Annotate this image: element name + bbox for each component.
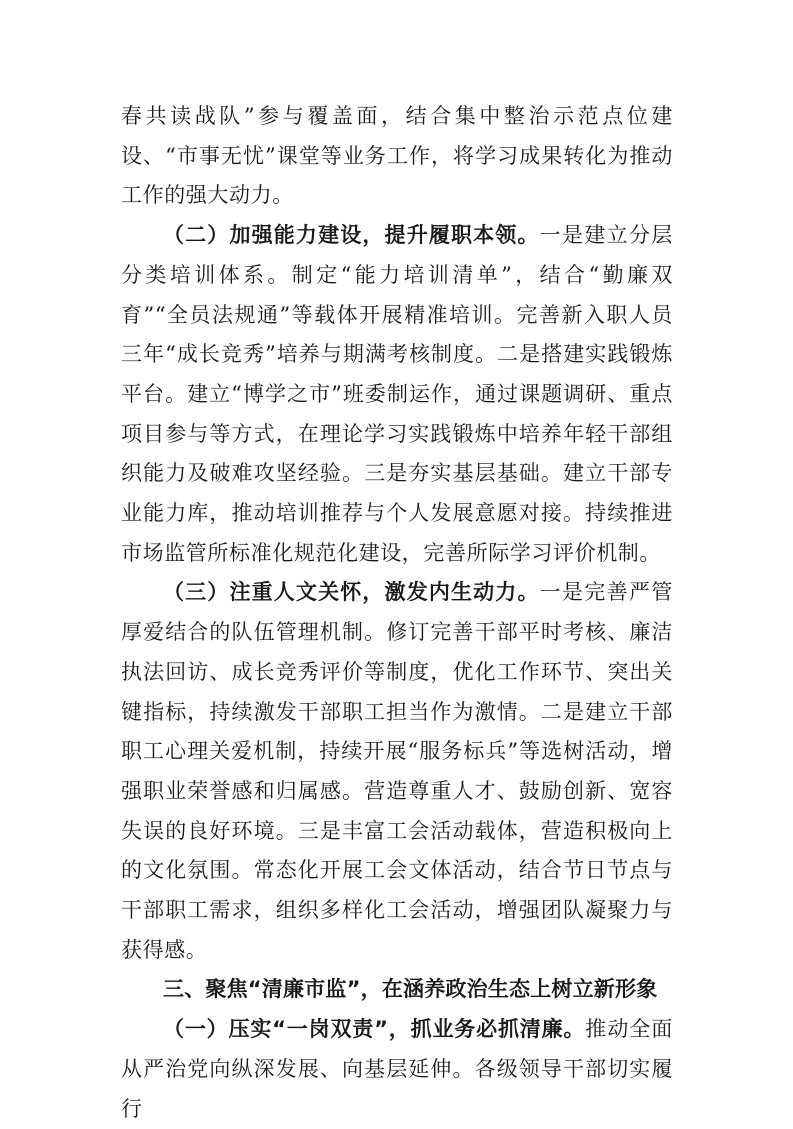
paragraph-humanistic-care-text: 一是完善严管厚爱结合的队伍管理机制。修订完善干部平时考核、廉洁执法回访、成长竞秀评价等制度，优化工作环节、突出关键指标，持续激发干部职工担当作为激情。二是建立干部职工心理关爱机制，持续开展“服务标兵”等选树活动，增强职业荣誉感和归属感。营造尊重人才、鼓励创新、宽容失误的良好环境。三是丰富工会活动载体，营造积极向上的文化氛围。常态化开展工会文体活动，结合节日节点与干部职工需求，组织多样化工会活动，增强团队凝聚力与获得感。 — [121, 580, 673, 962]
paragraph-humanistic-care — [121, 573, 673, 970]
subheading-capability-building: （二）加强能力建设，提升履职本领。 — [163, 223, 540, 248]
paragraph-dual-responsibility-text: 推动全面从严治党向纵深发展、向基层延伸。各级领导干部切实履行 — [121, 1017, 673, 1121]
paragraph-continuation-text: 春共读战队”参与覆盖面，结合集中整治示范点位建设、“市事无忧”课堂等业务工作，将学习成果转化为推动工作的强大动力。 — [121, 104, 673, 208]
document-body — [121, 97, 673, 1129]
paragraph-capability-building-text: 一是建立分层分类培训体系。制定“能力培训清单”，结合“勤廉双育”“全员法规通”等载体开展精准培训。完善新入职人员三年“成长竞秀”培养与期满考核制度。二是搭建实践锻炼平台。建立“博学之市”班委制运作，通过课题调研、重点项目参与等方式，在理论学习实践锻炼中培养年轻干部组织能力及破难攻坚经验。三是夯实基层基础。建立干部专业能力库，推动培训推荐与个人发展意愿对接。持续推进市场监管所标准化规范化建设，完善所际学习评价机制。 — [121, 223, 673, 565]
paragraph-capability-building — [121, 216, 673, 573]
paragraph-dual-responsibility — [121, 1010, 673, 1129]
subheading-humanistic-care: （三）注重人文关怀，激发内生动力。 — [163, 580, 540, 605]
paragraph-continuation — [121, 97, 673, 216]
subheading-dual-responsibility: （一）压实“一岗双责”，抓业务必抓清廉。 — [163, 1017, 586, 1042]
section-heading: 三、聚焦“清廉市监”，在涵养政治生态上树立新形象 — [163, 977, 658, 1002]
